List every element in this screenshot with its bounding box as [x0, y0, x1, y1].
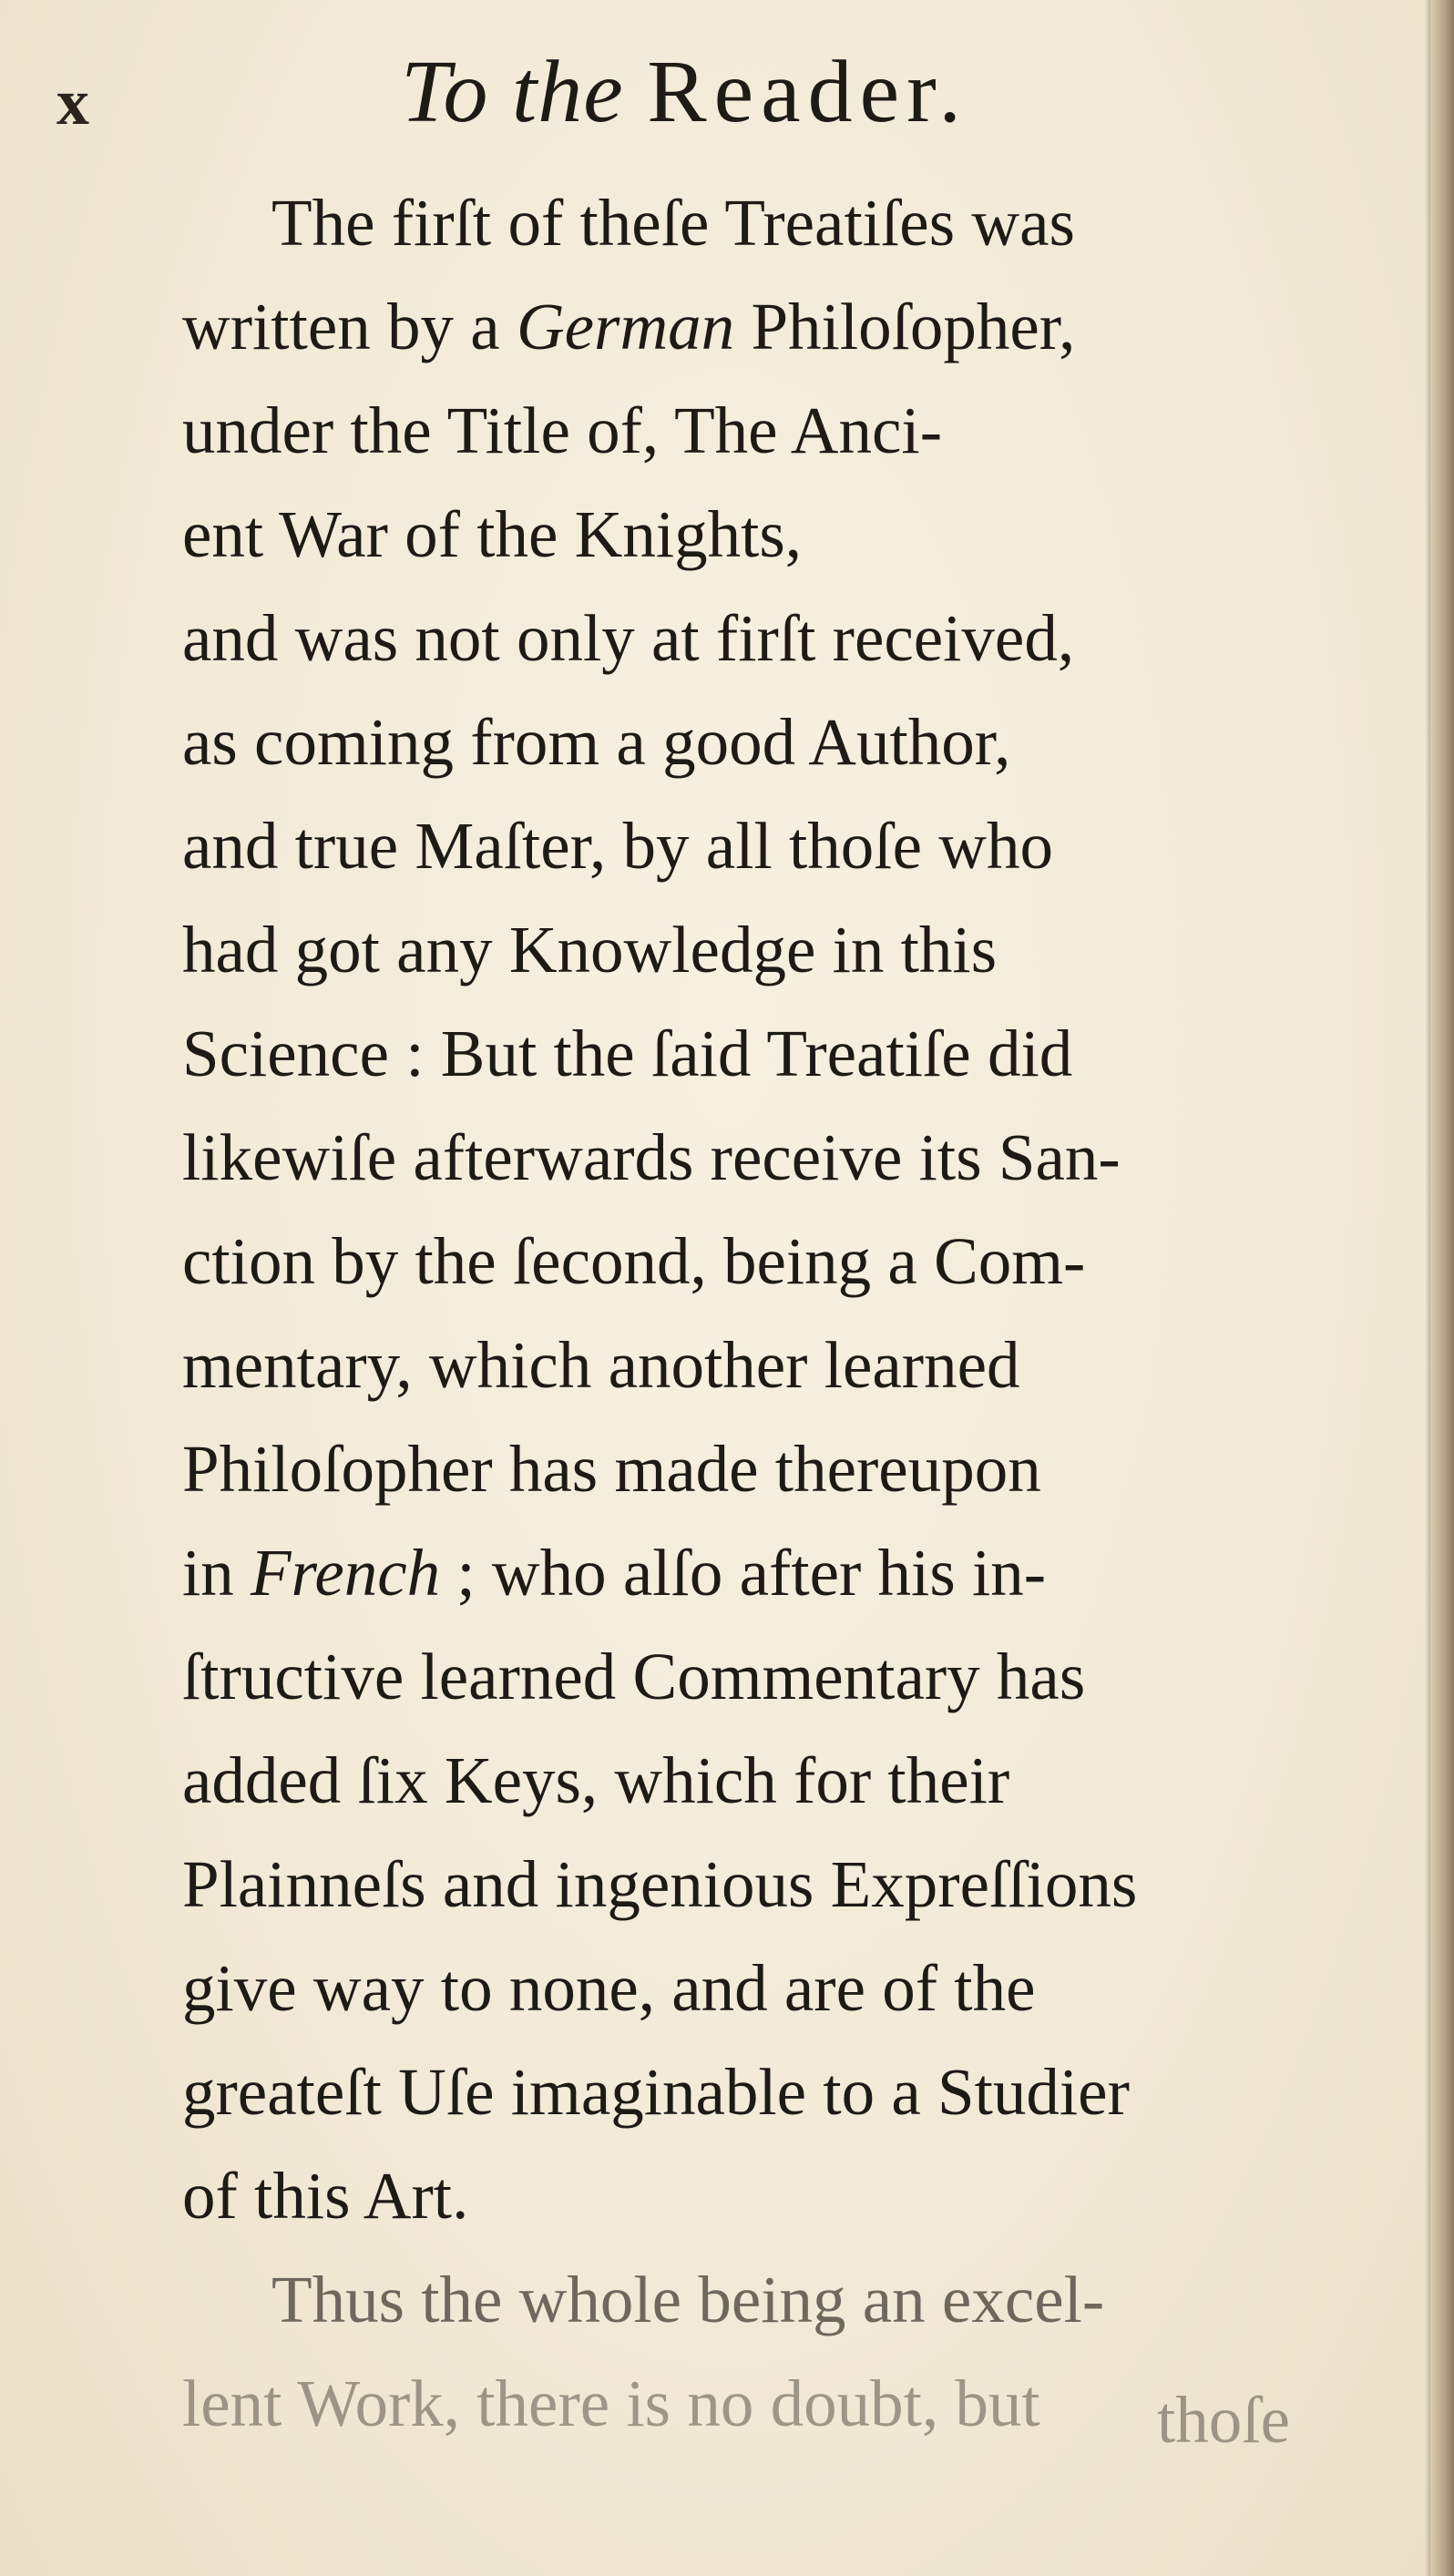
text-line: Philoſopher has made thereupon — [182, 1432, 1041, 1506]
running-head-italic: To the — [401, 43, 624, 141]
text-line: greateſt Uſe imaginable to a Studier — [182, 2055, 1130, 2129]
text-segment-italic: French — [251, 1536, 441, 1610]
text-line: The firſt of theſe Treatiſes was — [271, 186, 1075, 260]
text-line: give way to none, and are of the — [182, 1951, 1036, 2025]
body-text — [182, 171, 1348, 2456]
running-head — [401, 44, 968, 142]
page-gutter — [1430, 0, 1454, 2576]
text-line: likewiſe afterwards receive its San- — [182, 1120, 1121, 1194]
text-line: had got any Knowledge in this — [182, 913, 998, 986]
text-line: Thus the whole being an excel- — [271, 2263, 1105, 2336]
text-line: mentary, which another learned — [182, 1328, 1020, 1402]
text-line: ſtructive learned Commentary has — [182, 1640, 1086, 1713]
text-segment: ; who alſo after his in- — [456, 1536, 1047, 1610]
text-segment: written by a — [182, 290, 500, 363]
text-segment: Philoſopher, — [751, 290, 1076, 363]
page-number: x — [56, 66, 89, 138]
text-line: as coming from a good Author, — [182, 705, 1011, 779]
text-line: and was not only at firſt received, — [182, 601, 1075, 675]
text-line: Science : But the ſaid Treatiſe did — [182, 1017, 1073, 1090]
text-line — [182, 1521, 1348, 1625]
text-line — [182, 275, 1348, 379]
text-line: of this Art. — [182, 2159, 469, 2233]
running-head-caps: Reader. — [647, 43, 968, 141]
text-line: and true Maſter, by all thoſe who — [182, 809, 1053, 883]
page-header — [0, 44, 1454, 153]
text-line: Plainneſs and ingenious Expreſſions — [182, 1847, 1138, 1921]
text-line: added ſix Keys, which for their — [182, 1743, 1010, 1817]
catchword: thoſe — [1157, 2383, 1290, 2457]
text-segment: in — [182, 1536, 234, 1610]
text-segment-italic: German — [516, 290, 735, 363]
text-line: under the Title of, The Anci- — [182, 394, 943, 467]
text-line: ction by the ſecond, being a Com- — [182, 1224, 1086, 1298]
text-line: ent War of the Knights, — [182, 497, 803, 571]
text-line: lent Work, there is no doubt, but — [182, 2366, 1040, 2440]
